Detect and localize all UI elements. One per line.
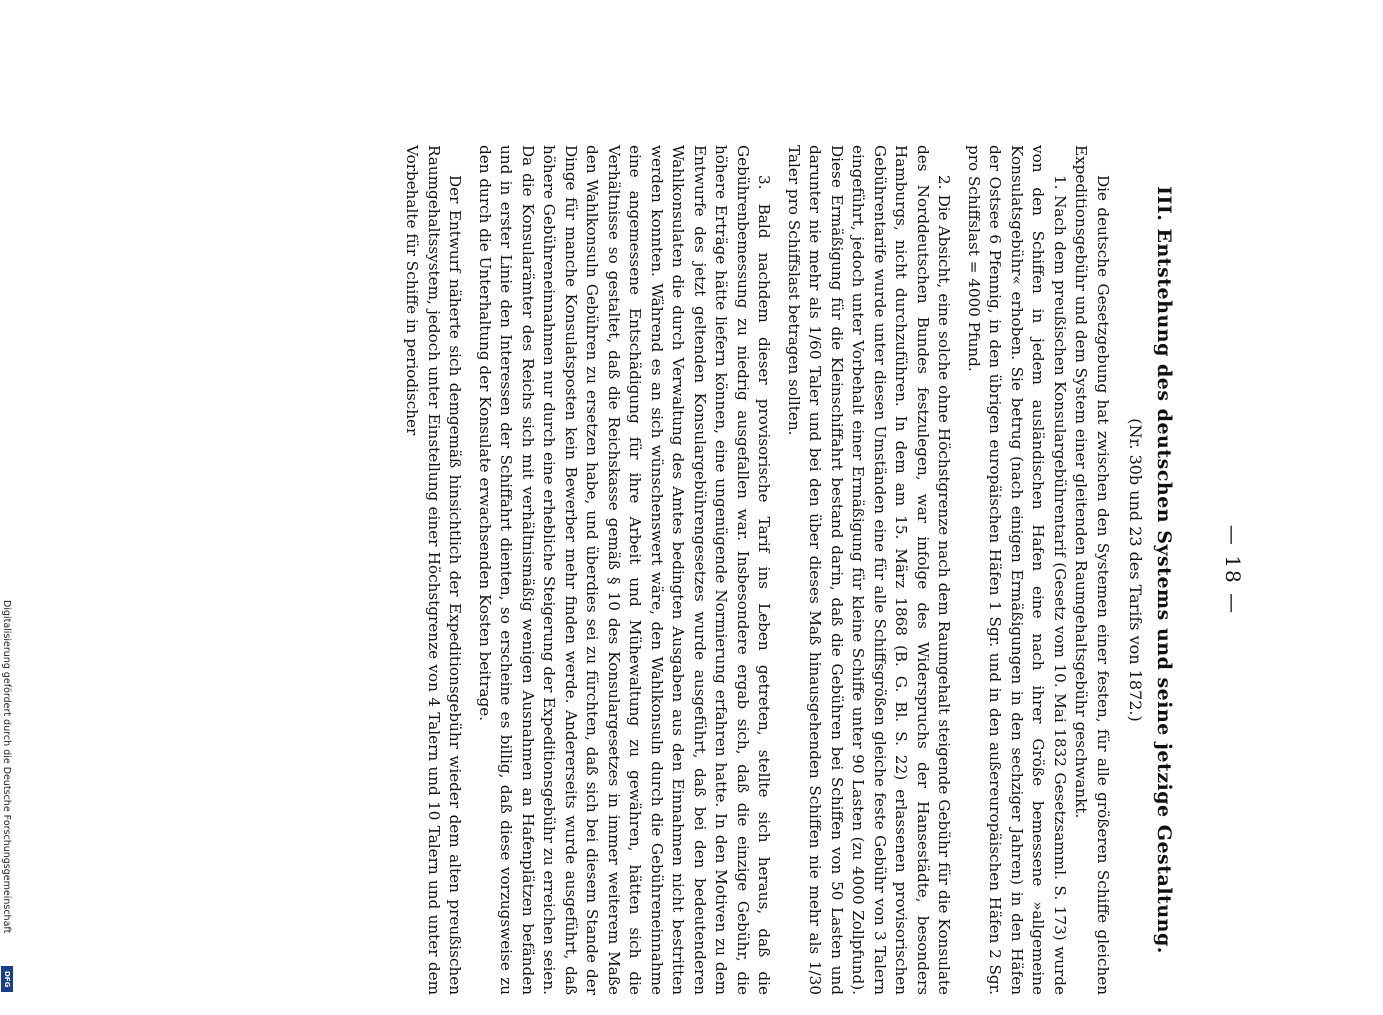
paragraph: 3. Bald nachdem dieser provisorische Tarif ins Leben getreten, stellte sich heraus, daß die Gebührenbemessung zu niedrig ausgefallen war. Insbesondere ergab sich, daß die einzige Gebühr, die höhere Erträge hätte liefern können, eine ungenügende Normierung erfahren hatte. In den Motiven zu dem Entwurfe des jetzt geltenden Konsulargebührengesetzes wurde ausgeführt, daß bei den bedeutenderen Wahlkonsulaten die durch Verwaltung des Amtes bedingten Ausgaben aus den Einnahmen nicht bestritten werden konnten. Während es an sich wünschenswert wäre, den Wahlkonsuln durch die Gebühreneinnahme eine angemessene Entschädigung für ihre Arbeit und Mühewaltung zu gewähren, hätten sich die Verhältnisse so gestaltet, daß die Reichskasse gemäß § 10 des Konsulargesetzes in immer weiterem Maße den Wahlkonsuln Gebühren zu ersetzen habe, und überdies sei zu fürchten, daß sich bei diesem Stande der Dinge für manche Konsulatsposten kein Bewerber mehr finden werde. Andererseits wurde ausgeführt, daß höhere Gebühreneinnahmen nur durch eine erhebliche Steigerung der Expeditionsgebühr zu erreichen seien. Da die Konsularämter des Reichs sich mit verhältnismäßig wenigen Ausnahmen an Hafenplätzen befänden und in erster Linie den Interessen der Schiffahrt dienten, so erscheine es billig, daß diese vorzugsweise zu den durch die Unterhaltung der Konsulate erwachsenden Kosten beitrage. xyxy=(476,145,774,995)
section-subheading: (Nr. 30b und 23 des Tarifs von 1872.) xyxy=(1126,418,1145,722)
page-number: — 18 — xyxy=(1221,524,1245,616)
funding-note-strip xyxy=(0,600,14,1000)
paragraph: 1. Nach dem preußischen Konsulargebührentarif (Gesetz vom 10. Mai 1832 Gesetzsamml. S. 173) wurde von den Schiffen in jedem ausländischen Hafen eine nach ihrer Größe bemessene »allgemeine Konsulatsgebühr« erhoben. Sie betrug (nach einigen Ermäßigungen in den sechziger Jahren) in den Häfen der Ostsee 6 Pfennig, in den übrigen europäischen Häfen 1 Sgr. und in den außereuropäischen Häfen 2 Sgr. pro Schiffslast = 4000 Pfund. xyxy=(965,145,1069,995)
body-text xyxy=(401,145,1113,995)
paragraph: Die deutsche Gesetzgebung hat zwischen den Systemen einer festen, für alle größeren Schiffe gleichen Expeditionsgebühr und dem System einer gleitenden Raumgehaltsgebühr geschwankt. xyxy=(1072,145,1112,995)
section-heading: III. Entstehung des deutschen Systems und seine jetzige Gestaltung. xyxy=(1153,186,1175,954)
dfg-logo-icon: DFG xyxy=(1,966,13,992)
paragraph: 2. Die Absicht, eine solche ohne Höchstgrenze nach dem Raumgehalt steigende Gebühr für die Konsulate des Norddeutschen Bundes festzulegen, war infolge des Widerspruchs der Hansestädte, besonders Hamburgs, nicht durchzuführen. In dem am 15. März 1868 (B. G. Bl. S. 22) erlassenen provisorischen Gebührentarife wurde unter diesen Umständen eine für alle Schiffsgrößen gleiche feste Gebühr von 3 Talern eingeführt, jedoch unter Vorbehalt einer Ermäßigung für kleine Schiffe unter 90 Lasten (zu 4000 Zollpfund). Diese Ermäßigung für die Kleinschiffahrt bestand darin, daß die Gebühren bei Schiffen von 50 Lasten und darunter nie mehr als 1/60 Taler und bei den über dieses Maß hinausgehenden Schiffen nie mehr als 1/30 Taler pro Schiffslast betragen sollten. xyxy=(785,145,954,995)
rotated-page-content xyxy=(85,125,1245,1015)
funding-note: Digitalisierung gefördert durch die Deutsche Forschungsgemeinschaft xyxy=(1,600,12,934)
paragraph: Der Entwurf näherte sich demgemäß hinsichtlich der Expeditionsgebühr wieder dem alten preußischen Raumgehaltssystem, jedoch unter Einstellung einer Höchstgrenze von 4 Talern und 10 Talern und unter dem Vorbehalte für Schiffe in periodischer xyxy=(403,145,465,995)
